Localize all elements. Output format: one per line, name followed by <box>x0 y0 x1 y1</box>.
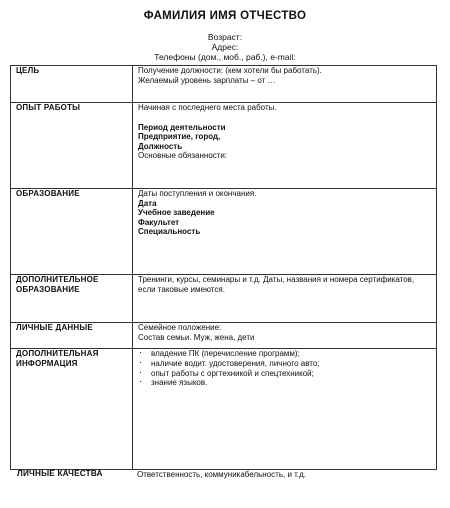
additional-education-label-line1: ДОПОЛНИТЕЛЬНОЕ <box>16 275 99 284</box>
education-label: ОБРАЗОВАНИЕ <box>11 189 133 275</box>
education-institution: Учебное заведение <box>138 208 215 218</box>
list-item: · владение ПК (перечисление программ); <box>138 349 431 359</box>
goal-position-line: Получение должности: (кем хотели бы работать). <box>138 66 322 75</box>
education-content <box>133 189 437 275</box>
experience-row <box>11 103 437 189</box>
experience-content <box>133 103 437 189</box>
qualities-content: Ответственность, коммуникабельность, и т.д. <box>137 470 307 479</box>
additional-education-line1: Тренинги, курсы, семинары и т.д. Даты, названия и номера сертификатов, <box>138 275 415 284</box>
resume-name-title: ФАМИЛИЯ ИМЯ ОТЧЕСТВО <box>143 10 307 22</box>
additional-info-row <box>11 349 437 470</box>
resume-table <box>10 65 437 470</box>
personal-data-content <box>133 323 437 349</box>
goal-salary-line: Желаемый уровень зарплаты – от … <box>138 75 276 85</box>
list-item: · опыт работы с оргтехникой и спецтехникой; <box>138 369 431 379</box>
goal-row <box>11 66 437 103</box>
list-item: · наличие водит. удостоверения, личного авто; <box>138 359 431 369</box>
experience-period: Период деятельности <box>138 122 226 132</box>
qualities-label: ЛИЧНЫЕ КАЧЕСТВА <box>17 469 103 478</box>
education-date: Дата <box>138 198 157 208</box>
family-line: Состав семьи. Муж, жена, дети <box>138 332 255 342</box>
additional-info-label-line2: ИНФОРМАЦИЯ <box>16 358 78 368</box>
additional-education-line2: если таковые имеются. <box>138 284 225 294</box>
education-intro: Даты поступления и окончания. <box>138 189 257 198</box>
address-line: Адрес: <box>211 42 239 52</box>
education-row <box>11 189 437 275</box>
additional-info-content <box>133 349 437 470</box>
additional-info-label-line1: ДОПОЛНИТЕЛЬНАЯ <box>16 349 99 358</box>
experience-duties: Основные обязанности: <box>138 151 228 161</box>
additional-info-list <box>138 349 431 388</box>
marital-status-line: Семейное положение: <box>138 323 222 332</box>
experience-position: Должность <box>138 141 183 151</box>
experience-company: Предприятие, город, <box>138 132 221 142</box>
additional-education-row <box>11 275 437 323</box>
experience-label: ОПЫТ РАБОТЫ <box>11 103 133 189</box>
phones-line: Телефоны (дом., моб., раб.), e-mail: <box>154 52 296 62</box>
additional-education-label-line2: ОБРАЗОВАНИЕ <box>16 284 80 294</box>
goal-label: ЦЕЛЬ <box>11 66 133 103</box>
education-specialty: Специальность <box>138 227 201 237</box>
additional-info-label <box>11 349 133 470</box>
additional-education-label <box>11 275 133 323</box>
experience-intro: Начиная с последнего места работы. <box>138 103 277 112</box>
education-faculty: Факультет <box>138 217 180 227</box>
personal-data-row <box>11 323 437 349</box>
goal-content <box>133 66 437 103</box>
age-line: Возраст: <box>207 32 243 42</box>
additional-education-content <box>133 275 437 323</box>
personal-data-label: ЛИЧНЫЕ ДАННЫЕ <box>11 323 133 349</box>
list-item: · знание языков. <box>138 378 431 388</box>
